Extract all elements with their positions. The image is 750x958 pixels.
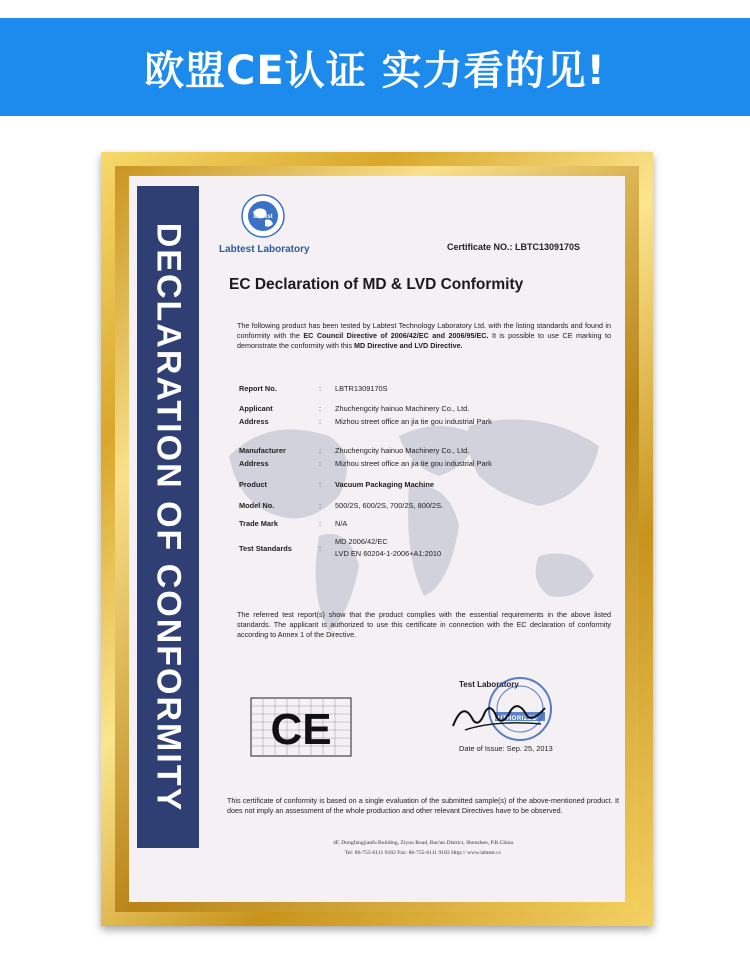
side-band-text: DECLARATION OF CONFORMITY (149, 222, 188, 812)
bottom-disclaimer: This certificate of conformity is based on a single evaluation of the submitted sample(s) of the above-mentioned product. It does not imply an assessment of the whole production and other relevant Directives have to be observed. (227, 796, 619, 816)
field-value-md: MD 2006/42/EC (335, 537, 388, 546)
field-label: Product (239, 480, 267, 489)
field-colon: : (319, 446, 322, 455)
gold-picture-frame (101, 152, 653, 926)
intro-text-2: It is possible to use CE marking to demonstrate the conformity with this (237, 331, 612, 351)
field-label: Manufacturer (239, 446, 286, 455)
field-label: Address (239, 459, 269, 468)
field-value-lvd: LVD EN 60204-1-2006+A1:2010 (335, 549, 442, 558)
certificate-title: EC Declaration of MD & LVD Conformity (229, 276, 524, 293)
field-value: N/A (335, 519, 348, 528)
stamp-label: AUTHORIZED (493, 716, 538, 722)
certificate-number: Certificate NO.: LBTC1309170S (447, 242, 581, 252)
field-label: Model No. (239, 501, 275, 510)
logo-name: Labtest Laboratory (219, 244, 310, 255)
intro-bold-1: EC Council Directive of 2006/42/EC and 2006/95/EC. (303, 331, 489, 341)
test-laboratory-label: Test Laboratory (459, 680, 519, 689)
field-label: Applicant (239, 404, 273, 413)
field-label: Address (239, 417, 269, 426)
field-colon: : (319, 480, 322, 489)
field-value: Mizhou street office an jia tie gou industrial Park (335, 459, 492, 468)
field-colon: : (319, 519, 322, 528)
field-colon: : (319, 384, 322, 393)
ce-mark-text: CE (270, 705, 332, 754)
declaration-side-band (137, 186, 199, 848)
ce-mark-icon (249, 696, 353, 758)
intro-bold-2: MD Directive and LVD Directive. (354, 341, 463, 351)
logo-ring-text: labtest (253, 214, 273, 220)
labtest-logo (219, 194, 329, 272)
field-label: Trade Mark (239, 519, 279, 528)
intro-paragraph (237, 321, 611, 352)
intro-text-1: The following product has been tested by Labtest Technology Laboratory Ltd. with the listing standards and found in conformity with the (237, 321, 611, 341)
field-value: Zhuchengcity hainuo Machinery Co., Ltd. (335, 446, 470, 455)
signature-icon (445, 690, 555, 734)
certificate-paper (129, 176, 625, 902)
banner-title: 欧盟CE认证 实力看的见! (144, 47, 606, 94)
field-value: Zhuchengcity hainuo Machinery Co., Ltd. (335, 404, 470, 413)
field-value: Vacuum Packaging Machine (335, 480, 434, 489)
field-value: LBTR1309170S (335, 384, 388, 393)
contact-line: Tel: 86-755-6111 9182 Fax: 86-755-6111 9183 Http:// www.labtest.cc (344, 850, 502, 856)
field-colon: : (319, 544, 322, 553)
field-value: 500/2S, 600/2S, 700/2S, 800/2S. (335, 501, 444, 510)
labtest-globe-logo-icon (241, 194, 285, 238)
field-value: Mizhou street office an jia tie gou industrial Park (335, 417, 492, 426)
date-of-issue: Date of Issue: Sep. 25, 2013 (459, 744, 553, 753)
address-line: 4F, Dongfangjianfu Building, Ziyou Road, Bao'an District, Shenzhen, P.R.China (332, 840, 513, 846)
banner-bar (0, 18, 750, 116)
field-colon: : (319, 501, 322, 510)
field-colon: : (319, 417, 322, 426)
field-colon: : (319, 404, 322, 413)
field-label: Test Standards (239, 544, 292, 553)
referred-paragraph: The referred test report(s) show that the product complies with the essential requirements in the above listed standards. The applicant is authorized to use this certificate in connection with the EC declaration of conformity according to Annex 1 of the Directive. (237, 610, 611, 640)
field-label: Report No. (239, 384, 277, 393)
top-banner (0, 0, 750, 117)
field-colon: : (319, 459, 322, 468)
